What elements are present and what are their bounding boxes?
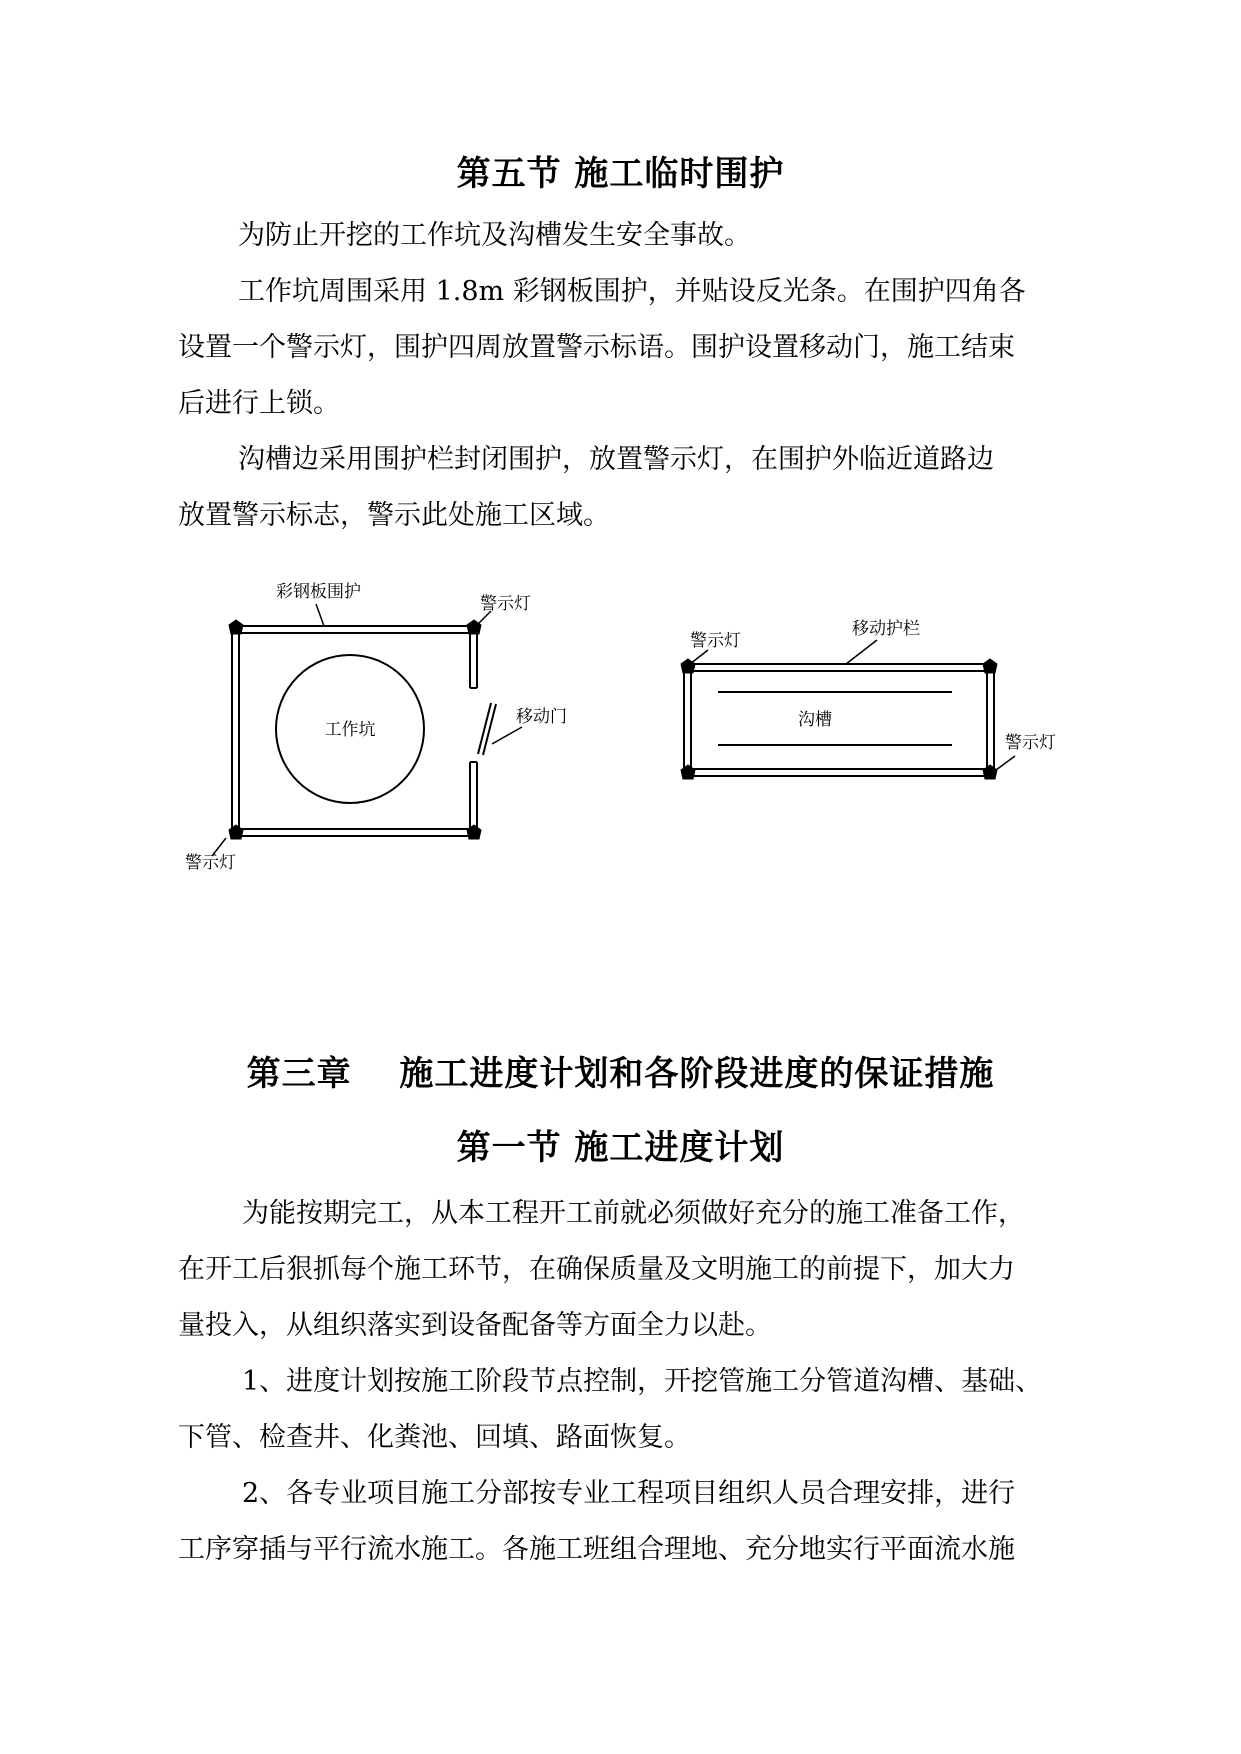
paragraph-line: 量投入，从组织落实到设备配备等方面全力以赴。: [178, 1310, 772, 1341]
paragraph-line: 在开工后狠抓每个施工环节，在确保质量及文明施工的前提下，加大力: [178, 1254, 1015, 1285]
paragraph-line: 沟槽边采用围护栏封闭围护，放置警示灯，在围护外临近道路边: [238, 444, 994, 475]
lamp-label-bottom-right: 警示灯: [1005, 733, 1056, 753]
paragraph-line: 工序穿插与平行流水施工。各施工班组合理地、充分地实行平面流水施: [178, 1534, 1015, 1565]
lamp-label-top-left: 警示灯: [690, 631, 741, 651]
chapter-title-schedule: 第三章 施工进度计划和各阶段进度的保证措施: [246, 1054, 995, 1094]
paragraph-line: 2、各专业项目施工分部按专业工程项目组织人员合理安排，进行: [242, 1478, 1016, 1509]
trench-label: 沟槽: [798, 710, 832, 730]
lamp-label-bottom-left: 警示灯: [185, 853, 236, 873]
paragraph-item-2: [178, 1466, 1068, 1578]
trench-enclosure-diagram: [684, 640, 1015, 776]
section-title-temporary-enclosure: 第五节 施工临时围护: [456, 154, 785, 194]
section-title-schedule-plan: 第一节 施工进度计划: [456, 1128, 785, 1168]
paragraph-line: 设置一个警示灯，围护四周放置警示标语。围护设置移动门，施工结束: [178, 332, 1015, 363]
paragraph-line: 后进行上锁。: [178, 388, 340, 419]
warning-lamp-icon: [983, 659, 997, 673]
rail-label: 移动护栏: [852, 619, 920, 639]
lamp-label-top-right: 警示灯: [480, 594, 531, 614]
paragraph-line: 下管、检查井、化粪池、回填、路面恢复。: [178, 1422, 691, 1453]
paragraph-line: 工作坑周围采用 1.8m 彩钢板围护，并贴设反光条。在围护四角各: [238, 276, 1026, 307]
warning-lamp-icons-right: [681, 659, 997, 779]
fence-label: 彩钢板围护: [276, 582, 361, 602]
enclosure-diagrams: [0, 560, 1241, 900]
paragraph-trench-enclosure: [178, 432, 1068, 544]
paragraph-line: 放置警示标志，警示此处施工区域。: [178, 500, 610, 531]
paragraph-line: 1、进度计划按施工阶段节点控制，开挖管施工分管道沟槽、基础、: [242, 1366, 1043, 1397]
paragraph-line: 为防止开挖的工作坑及沟槽发生安全事故。: [238, 220, 751, 251]
paragraph-line: 为能按期完工，从本工程开工前就必须做好充分的施工准备工作，: [242, 1198, 1025, 1229]
paragraph-pit-enclosure: [178, 264, 1068, 432]
paragraph-item-1: [178, 1354, 1068, 1466]
warning-lamp-icon: [229, 620, 243, 634]
door-label: 移动门: [516, 707, 567, 727]
paragraph-schedule-intro: [178, 1186, 1068, 1354]
paragraph-purpose: [178, 208, 1068, 264]
work-pit-label: 工作坑: [324, 720, 376, 740]
